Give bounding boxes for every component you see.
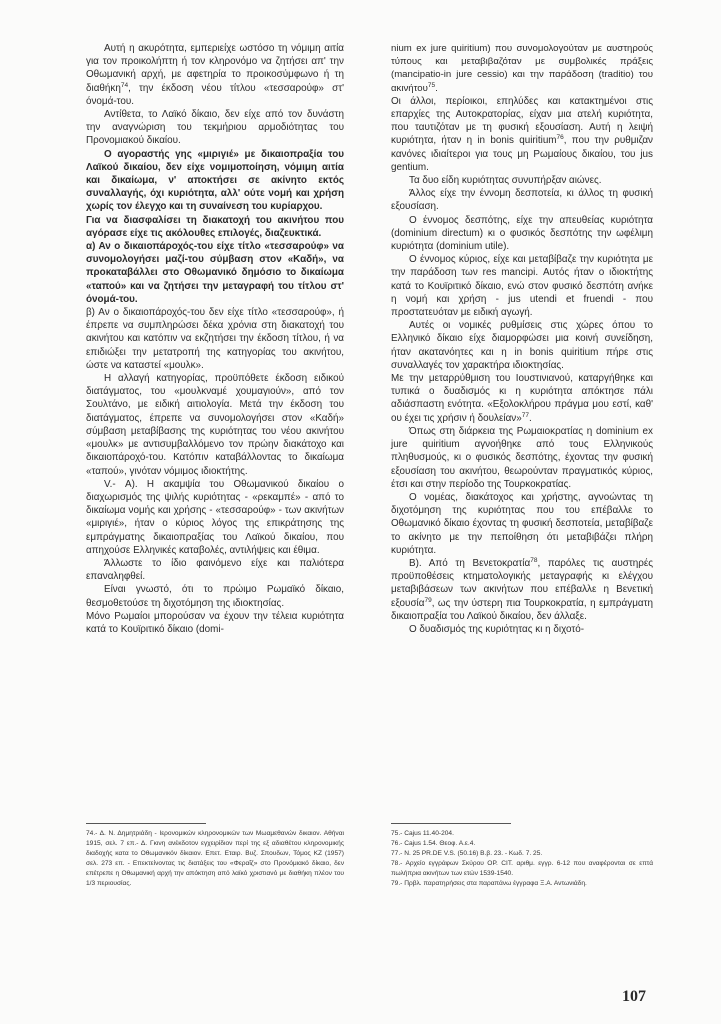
footnote: 79.- Πρβλ. παρατηρήσεις στα παραπάνω έγγραφα Ξ.Α. Αντωνιάδη. (391, 880, 587, 887)
footnotes-left (86, 829, 344, 889)
paragraph: V.- Α). Η ακαμψία του Οθωμανικού δικαίου ο διαχωρισμός της ψιλής κυριότητας - «ρεκαμπέ» - από το δικαίωμα νομής και χρήσης - «τεσσαρούφ» - των ακινήτων «μιριγιέ», ήταν ο κύριος λόγος της επικράτησης της εμπράγματης δικαιοπραξίας του Λαϊκού δικαίου, που απηχούσε Ελληνικές καταβολές, αντιλήψεις και έθιμα. (86, 478, 344, 556)
paragraph: nium ex jure quiritium) που συνομολογούταν με αυστηρούς τύπους και μεταβιβαζόταν με συμβολικές πράξεις (mancipatio-in jure cessio) και την παράδοση (traditio) του ακινήτου$^{75}$. (391, 43, 653, 94)
footnote-ref: 74 (120, 81, 129, 89)
footnote: 78.- Αρχείο εγγράφων Σκύρου ΟΡ. CIT. αριθμ. εγγρ. 6-12 που αναφέρονται σε επτά πωλήπρια ακινήτων των ετών 1539-1540. (391, 860, 653, 877)
paragraph: Οι άλλοι, περίοικοι, επηλύδες και κατακτημένοι στις επαρχίες της Αυτοκρατορίας, είχαν μια ατελή κυριότητα, που ταυτιζόταν με τη φυσική εξουσίαση. Αυτή η λειψή κυριότητα, ήταν η in bonis quiritium$^{76}$, που την ρυθμιζαν κανόνες ιδιαίτεροι για τους μη Ρωμαίους δικαίου, του jus gentium. (391, 95, 653, 173)
footnote-ref: 76 (556, 134, 564, 142)
paragraph: Ο έννομος δεσπότης, είχε την απευθείας κυριότητα (dominium directum) κι ο φυσικός δεσπότης την ωφέλιμη κυριότητα (dominium utile). (391, 214, 653, 253)
footnote-ref: 78 (530, 556, 538, 564)
paragraph: Αντίθετα, το Λαϊκό δίκαιο, δεν είχε από τον δυνάστη την αναγνώριση του τεκμήριου αρμοδιότητας του Προνομιακού δικαίου. (86, 109, 344, 147)
paragraph: Αυτή η ακυρότητα, εμπεριείχε ωστόσο τη νόμιμη αιτία για τον προικολήπτη ή τον κληρονόμο να ζητήσει απ' την Οθωμανική αρχή, με αφετηρία το προικοσύμφωνο ή τη διαθήκη$^{74}$, την έκδοση νέου τίτλου «τεσσαρούφ» στ' όνομά-του. (86, 43, 344, 107)
right-column (391, 42, 653, 636)
paragraph: Η αλλαγή κατηγορίας, προϋπόθετε έκδοση ειδικού διατάγματος, του «μουλκναμέ χουμαγιούν», από τον Σουλτάνο, με ειδική αιτιολογία. Μετά την έκδοση του διατάγματος, έπρεπε να συνομολογήσει στον «Καδή» σύμβαση μεταβίβασης της κυριότητας του νέου ακινήτου «μουλκ» με αντισυμβαλλόμενο τον πρώην διακάτοχο και δικαιοπάροχό-του. Κατόπιν καταβάλλοντας το δικαίωμα «ταπού», γινόταν νόμιμος ιδιοκτήτης. (86, 373, 344, 477)
paragraph: Ο νομέας, διακάτοχος και χρήστης, αγνοώντας τη διχοτόμηση της κυριότητας που του επέβαλλε το Οθωμανικό δίκαιο έχοντας τη φυσική δεσποτεία, μεταβίβαζε το ακίνητο με την πεποίθηση ότι μεταβιβάζει πλήρη κυριότητα. (391, 491, 653, 556)
paragraph: Ο δυαδισμός της κυριότητας κι η διχοτό- (409, 623, 585, 635)
paragraph: Είναι γνωστό, ότι το πρώιμο Ρωμαϊκό δίκαιο, θεσμοθετούσε τη διχοτόμηση της ιδιοκτησίας. (86, 584, 344, 609)
paragraph: Ο αγοραστής γης «μιριγιέ» με δικαιοπραξία του Λαϊκού δικαίου, δεν είχε νομιμοποίηση, νόμιμη αιτία και δικαίωμα, ν' αποκτήσει σε ακίνητο εκτός συναλλαγής, όχι κυριότητα, αλλ' ούτε νομή και χρήση χωρίς τον έλεγχο και τη συναίνεση του κυρίαρχου. (86, 148, 344, 213)
paragraph: Με την μεταρρύθμιση του Ιουστινιανού, καταργήθηκε και τυπικά ο δυαδισμός κι η κυριότητα απόκτησε πάλι αδιάσπαστη ενότητα. «Εξολοκλήρου πράγμα μου εστί, καθ' ου έχει τις χρήσιν ή δουλείαν»$^{77}$. (391, 373, 653, 424)
paragraph: Άλλωστε το ίδιο φαινόμενο είχε και παλιότερα επαναληφθεί. (86, 557, 344, 583)
footnote-ref: 77 (521, 411, 529, 419)
footnote-ref: 75 (427, 81, 436, 89)
footnote: 74.- Δ. Ν. Δημητριάδη - Ιερονομικών κληρονομικών των Μωαμεθανών δικαιον. Αθήναι 1915, σελ. 7 επ.- Δ. Γκινη ανέκδοτον εγχειρίδιον περί της εξ αδιαθέτου κληρονομικής διαδοχής κατα το Οθωμανικόν δίκαιον. Επετ. Εταιρ. Βυζ. Σπουδων, Τόμος ΚΖ (1957) σελ. 273 επ. - Επεκτείνοντας τις διατάξεις του «Φεραΐζ» στο Προνόμιακό δίκαιο, δεν επέτρεπε η Οθωμανική αρχή την απόκτηση από λαϊκό χριστιανό με διαθήκη πλέον του 1/3 περιουσίας. (86, 830, 344, 887)
paragraph: Όπως στη διάρκεια της Ρωμαιοκρατίας η dominium ex jure quiritium αγνοήθηκε από τους Ελληνικούς πληθυσμούς, κι ο φυσικός δεσπότης, έχοντας την φυσική εξουσίαση του ακινήτου, θεωρούνταν πραγματικός κύριος, έτσι και στην περίοδο της Τουρκοκρατίας. (391, 425, 653, 490)
paragraph: Ο έννομος κύριος, είχε και μεταβίβαζε την κυριότητα με την παράδοση των res mancipi. Αυτός ήταν ο ιδιοκτήτης κατά το Κουϊριτικό δίκαιο, ενώ στον φυσικό δεσπότη ανήκε η νομή και χρήση - jus utendi et fruendi - που προστατευόταν με ειδική αγωγή. (391, 254, 653, 319)
footnote-divider (391, 823, 511, 824)
left-column (86, 42, 344, 636)
footnote: 77.- Ν. 25 PR.DE V.S. (50.16) Β.β. 23. - Κωδ. 7. 25. (391, 850, 543, 857)
page-number: 107 (622, 988, 646, 1005)
footnote-ref: 79 (424, 596, 432, 604)
footnote-divider (86, 823, 206, 824)
footnotes-right (391, 829, 653, 889)
paragraph: Αυτές οι νομικές ρυθμίσεις στις χώρες όπου το Ελληνικό δίκαιο είχε διαμορφώσει μια κοινή συνείδηση, ήταν ακατανόητες και η in bonis quiritium πήρε στις συναλλαγές τον χαρακτήρα ιδιοκτησίας. (391, 320, 653, 371)
footnote: 75.- Cajus 11.40-204. (391, 830, 454, 837)
paragraph: Άλλος είχε την έννομη δεσποτεία, κι άλλος τη φυσική εξουσίαση. (391, 188, 653, 213)
footnote: 76.- Cajus 1.54. Θεοφ. Α.ε.4. (391, 840, 476, 847)
paragraph: α) Αν ο δικαιοπάροχός-του είχε τίτλο «τεσσαρούφ» να συνομολογήσει μαζί-του σύμβαση στον «Καδή», να προκαταβάλλει στο Οθωμανικό δημόσιο το δικαίωμα «ταπού» και να ζητήσει την μεταγραφή του τίτλου στ' όνομά-του. (86, 241, 344, 305)
paragraph: Β). Από τη Βενετοκρατία$^{78}$, παρόλες τις αυστηρές προϋποθέσεις κτηματολογικής μεταγραφής κι ελέγχου μεταβιβάσεων των ακινήτων που επέβαλλε η Βενετική εξουσία$^{79}$, ως την ύστερη πια Τουρκοκρατία, η εμπράγματη δικαιοπραξία του Λαϊκού δικαίου, δεν άλλαξε. (391, 556, 653, 622)
paragraph: Για να διασφαλίσει τη διακατοχή του ακινήτου που αγόρασε είχε τις ακόλουθες επιλογές, διαζευκτικά. (86, 214, 344, 239)
paragraph: Μόνο Ρωμαίοι μπορούσαν να έχουν την τέλεια κυριότητα κατά το Κουϊριτικό δίκαιο (domi- (86, 610, 344, 635)
paragraph: Τα δυο είδη κυριότητας συνυπήρξαν αιώνες. (409, 175, 602, 187)
paragraph: β) Αν ο δικαιοπάροχός-του δεν είχε τίτλο «τεσσαρούφ», ή έπρεπε να συμπληρώσει δέκα χρόνια στη διακατοχή του ακινήτου και κατόπιν να εκζητήσει την έκδοση τίτλου, ή να επιδιώξει την μετατροπή της κατηγορίας του ακινήτου, ώστε να καταστεί «μουλκ». (86, 307, 344, 371)
